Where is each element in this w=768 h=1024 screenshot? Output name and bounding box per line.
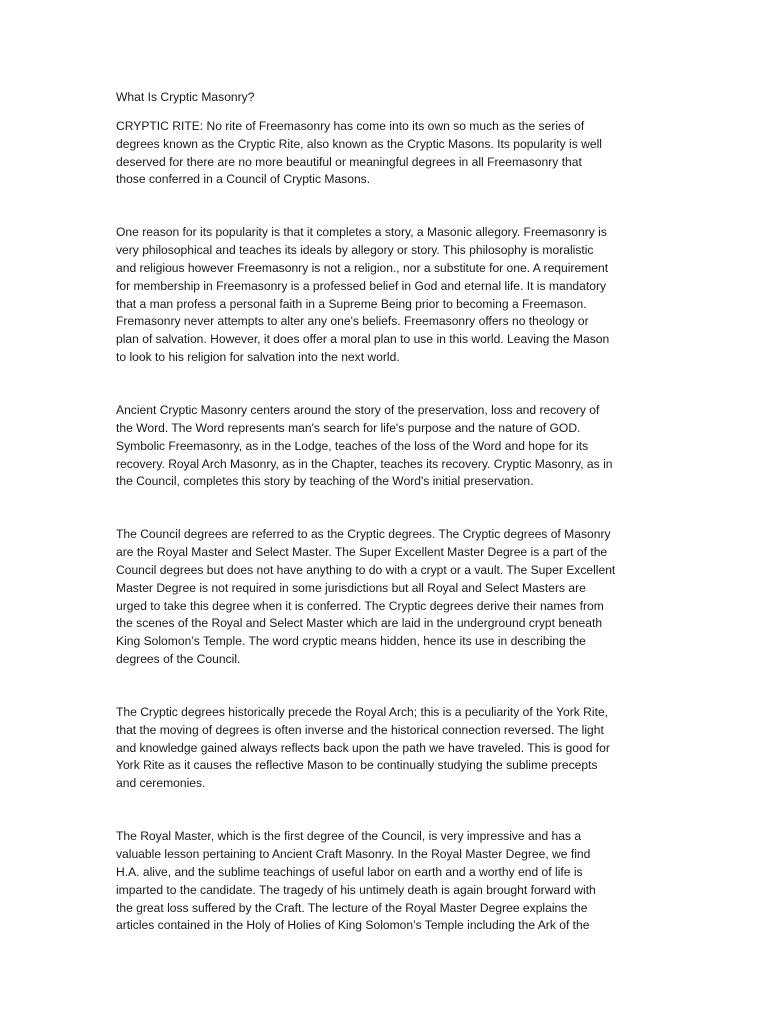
text-line: to look to his religion for salvation into the next world.	[116, 350, 400, 365]
paragraph-popularity	[116, 224, 650, 367]
text-line: recovery. Royal Arch Masonry, as in the Chapter, teaches its recovery. Cryptic Masonry, as in	[116, 456, 613, 471]
text-line: Council degrees but does not have anything to do with a crypt or a vault. The Super Excellent	[116, 562, 616, 577]
text-line: very philosophical and teaches its ideals by allegory or story. This philosophy is moralistic	[116, 243, 594, 258]
text-line: H.A. alive, and the sublime teachings of useful labor on earth and a worthy end of life is	[116, 864, 583, 879]
text-line: Master Degree is not required in some jurisdictions but all Royal and Select Masters are	[116, 580, 586, 595]
text-line: The Council degrees are referred to as the Cryptic degrees. The Cryptic degrees of Masonry	[116, 527, 611, 542]
text-line: and ceremonies.	[116, 776, 206, 791]
text-line: the Council, completes this story by teaching of the Word's initial preservation.	[116, 474, 534, 489]
text-line: King Solomon’s Temple. The word cryptic means hidden, hence its use in describing the	[116, 634, 586, 649]
text-line: York Rite as it causes the reflective Mason to be continually studying the sublime precepts	[116, 758, 598, 773]
title-line: What Is Cryptic Masonry?	[116, 90, 255, 104]
document-title	[116, 89, 650, 107]
text-line: degrees known as the Cryptic Rite, also known as the Cryptic Masons. Its popularity is well	[116, 136, 602, 151]
text-line: degrees of the Council.	[116, 652, 241, 667]
text-line: and religious however Freemasonry is not a religion., nor a substitute for one. A requirement	[116, 260, 609, 275]
text-line: The Royal Master, which is the first degree of the Council, is very impressive and has a	[116, 829, 582, 844]
text-line: The Cryptic degrees historically precede the Royal Arch; this is a peculiarity of the York Rite,	[116, 704, 609, 719]
text-line: that the moving of degrees is often inverse and the historical connection reversed. The light	[116, 722, 604, 737]
text-line: and knowledge gained always reflects back upon the path we have traveled. This is good for	[116, 740, 610, 755]
text-line: CRYPTIC RITE: No rite of Freemasonry has come into its own so much as the series of	[116, 118, 585, 133]
paragraph-ancient-cryptic	[116, 402, 650, 491]
paragraph-council-degrees	[116, 526, 650, 669]
text-line: imparted to the candidate. The tragedy of his untimely death is again brought forward with	[116, 882, 596, 897]
text-line: the great loss suffered by the Craft. The lecture of the Royal Master Degree explains the	[116, 900, 588, 915]
text-line: the Word. The Word represents man's search for life's purpose and the nature of GOD.	[116, 420, 581, 435]
text-line: Fremasonry never attempts to alter any one's beliefs. Freemasonry offers no theology or	[116, 314, 589, 329]
paragraph-royal-master	[116, 828, 650, 935]
text-line: are the Royal Master and Select Master. The Super Excellent Master Degree is a part of the	[116, 545, 608, 560]
text-line: those conferred in a Council of Cryptic Masons.	[116, 172, 371, 187]
text-line: One reason for its popularity is that it completes a story, a Masonic allegory. Freemasonry is	[116, 225, 607, 240]
text-line: valuable lesson pertaining to Ancient Craft Masonry. In the Royal Master Degree, we find	[116, 847, 591, 861]
text-line: articles contained in the Holy of Holies of King Solomon’s Temple including the Ark of the	[116, 918, 590, 933]
text-line: plan of salvation. However, it does offer a moral plan to use in this world. Leaving the Mason	[116, 332, 610, 347]
text-line: urged to take this degree when it is conferred. The Cryptic degrees derive their names from	[116, 598, 604, 613]
text-line: that a man profess a personal faith in a Supreme Being prior to becoming a Freemason.	[116, 296, 587, 311]
text-line: Symbolic Freemasonry, as in the Lodge, teaches of the loss of the Word and hope for its	[116, 438, 589, 453]
document-body	[116, 89, 650, 935]
text-line: Ancient Cryptic Masonry centers around the story of the preservation, loss and recovery of	[116, 402, 600, 417]
text-line: for membership in Freemasonry is a professed belief in God and eternal life. It is mandatory	[116, 278, 607, 293]
paragraph-historical-order	[116, 704, 650, 793]
text-line: deserved for there are no more beautiful or meaningful degrees in all Freemasonry that	[116, 154, 582, 169]
text-line: the scenes of the Royal and Select Master which are laid in the underground crypt beneath	[116, 616, 603, 631]
paragraph-cryptic-rite	[116, 118, 650, 189]
